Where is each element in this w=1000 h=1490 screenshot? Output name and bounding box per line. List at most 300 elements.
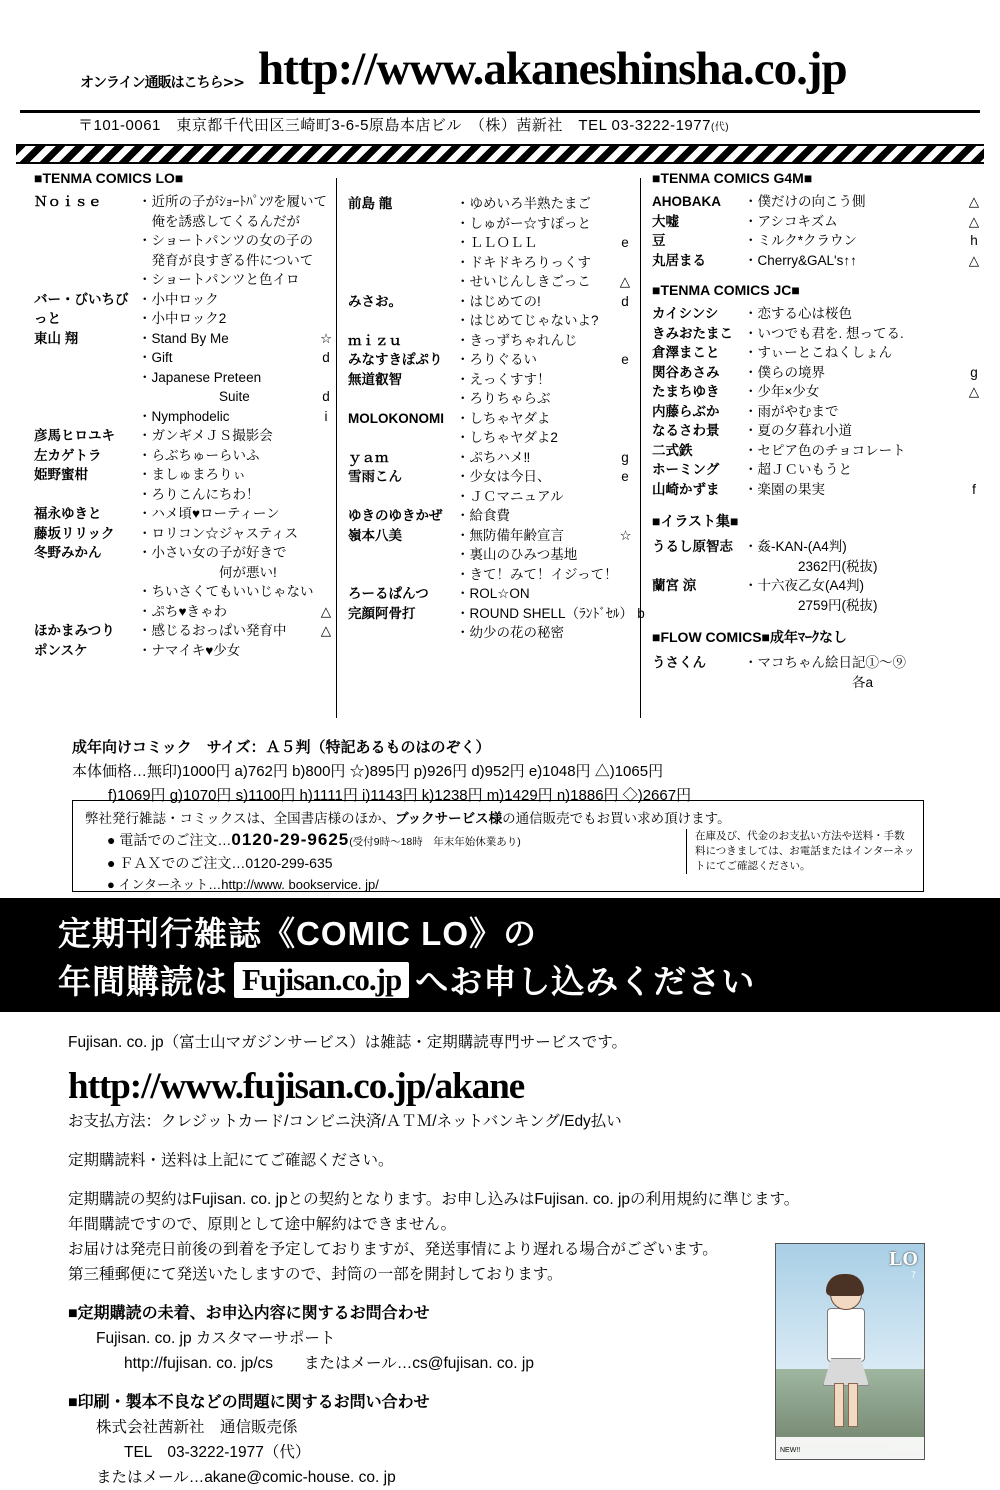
entry-price-code: d [621,293,629,309]
entry-title-text: ・楽園の果実 [744,481,825,497]
contract-note-1: 定期購読の契約はFujisan. co. jpとの契約となります。お申し込みはFujisan. co. jpの利用規約に準じます。 [68,1191,800,1208]
entry-price-code [966,537,982,557]
entry-title-row [138,387,334,407]
entry-price-code: △ [320,623,332,638]
entry-titles [138,621,334,641]
listing-entry [34,329,334,427]
company-address [78,114,729,135]
entry-title-text: ・夏の夕暮れ小道 [744,423,852,438]
entry-title-text: 各a [744,674,874,690]
entry-title-row [138,621,334,641]
entry-title-text: ・ぷちハメ‼ [456,449,531,465]
entry-title-text: 発育が良すぎる件について [138,252,314,268]
listing-entry [348,467,633,506]
fujisan-url[interactable]: http://www.fujisan.co.jp/akane [68,1066,525,1107]
entry-titles [138,504,334,524]
entry-title-text: ・Stand By Me [138,330,229,346]
entry-title-text: ・ＬＬＯＬＬ [456,235,537,250]
entry-title-row [456,389,633,409]
entry-title-row [744,382,982,402]
entry-title-row [456,233,633,253]
entry-titles [138,329,334,427]
entry-title-row [138,348,334,368]
shipping-note: 定期購読料・送料は上記にてご確認ください。 [68,1152,394,1169]
entry-price-code: e [621,469,629,484]
entry-titles [456,292,633,331]
entry-title-text: ・しちゃヤダよ2 [456,430,558,445]
entry-price-code [617,370,633,390]
company-url[interactable]: http://www.akaneshinsha.co.jp [258,43,847,95]
entry-title-text: ・僕だけの向こう側 [744,194,866,209]
entry-title-row [744,192,982,212]
price-line-2: 本体価格…無印)1000円 a)762円 b)800円 ☆)895円 p)926円 d)952円 e)1048円 △)1065円 [72,763,664,780]
order-internet-row[interactable]: ● インターネット…http://www. bookservice. jp/ [107,877,379,892]
contract-note-2: 年間購読ですので、原則として途中解約はできません。 [68,1216,457,1233]
entry-titles [744,343,982,363]
entry-title-text: ・ハメ頃♥ローティーン [138,506,280,521]
entry-price-code: f [972,481,976,497]
entry-price-code [966,421,982,441]
entry-title-row [138,251,343,271]
entry-title-text: ・しゅがー☆すぽっと [456,215,591,231]
entry-title-row [138,270,343,290]
entry-titles [456,526,634,585]
listing-entry [34,446,334,466]
listing-entry [652,304,982,324]
entry-price-code: i [324,408,328,424]
entry-titles [138,465,334,504]
entry-title-text: ・せいじんしきごっこ [456,274,591,289]
entry-author: 嶺本八美 [348,527,402,543]
entry-title-text: ・きて！みて！イジって！ [456,566,618,582]
entry-price-code: d [322,350,330,365]
listing-entry [348,506,633,526]
listing-column-1 [34,170,334,660]
entry-author: Ｎｏｉｓｅ [34,194,102,209]
entry-title-row [456,487,633,507]
entry-price-code [318,290,334,310]
listing-entry [348,584,633,604]
entry-price-code: e [621,235,629,250]
listing-entry [348,409,633,448]
entry-title-row [456,428,633,448]
listing-entry [652,192,982,212]
entry-author: 彦馬ヒロユキ [34,428,115,443]
entry-author: 蘭宮 涼 [652,578,697,593]
entry-title-row [744,537,982,557]
entry-author: うさくん [652,655,706,670]
listing-entry [652,402,982,422]
entry-price-code [966,673,982,693]
entry-title-row [456,272,633,292]
entry-titles [744,382,982,402]
entry-author: ホーミング [652,462,720,477]
entry-title-text: ・無防備年齢宣言 [456,527,564,543]
entry-title-text: ・ましゅまろりぃ [138,467,246,482]
entry-title-row [744,212,982,232]
entry-author: ｙａｍ [348,449,389,465]
entry-titles [456,467,633,506]
entry-price-code: △ [320,603,332,619]
entry-title-row [744,441,982,461]
entry-author: 冬野みかん [34,545,102,560]
entry-author: ｍｉｚｕ [348,332,402,348]
price-line-1: 成年向けコミック サイズ：Ａ５判（特記あるものはのぞく） [72,739,491,756]
listing-entry [348,604,645,643]
entry-price-code [327,251,343,271]
banner-line-2 [58,956,755,1003]
entry-author: ほかまみつり [34,623,115,638]
order-intro-post: の通信販売でもお買い求め頂けます。 [502,811,731,826]
entry-title-text: 2362円(税抜) [744,558,878,574]
entry-author: 前島 龍 [348,196,393,211]
column-2-spacer [348,170,633,194]
listing-entry [34,290,334,329]
entry-titles [744,441,982,461]
entry-author: 無道叡智 [348,371,402,387]
entry-titles [456,506,633,526]
entry-title-row [744,557,982,577]
entry-title-text: ・恋する心は桜色 [744,306,852,321]
entry-title-text: ・Cherry&GAL's↑↑ [744,252,857,268]
entry-price-code: g [621,449,629,465]
cover-issue-number: 7 [910,1270,916,1280]
entry-author: 藤坂リリック [34,525,115,541]
entry-price-code [318,309,334,329]
entry-price-code [617,389,633,409]
header-divider [20,110,980,113]
entry-title-row [138,446,334,466]
section-heading: ■TENMA COMICS G4M■ [652,170,813,186]
entry-price-code [318,465,334,485]
entry-titles [138,192,343,290]
entry-title-row [138,524,334,544]
inquiry-2-line-1: 株式会社茜新社 通信販売係 [96,1419,298,1436]
entry-title-text: ・Japanese Preteen [138,369,262,385]
entry-title-text: ・ろりぐるい [456,352,537,367]
entry-title-text: ・ショートパンツと色イロ [138,272,300,287]
entry-price-code: g [970,364,978,380]
listing-entry [34,621,334,641]
entry-author: 内藤らぶか [652,403,720,419]
entry-title-text: ・給食費 [456,508,510,523]
entry-title-text: ・裏山のひみつ基地 [456,547,578,562]
entry-title-row [138,368,334,388]
inquiry-1-line-2[interactable]: http://fujisan. co. jp/cs またはメール…cs@fujisan. co. jp [124,1355,534,1372]
entry-author: ポンスケ [34,642,88,658]
entry-title-text: ・超ＪＣいもうと [744,462,852,477]
entry-title-text: ・近所の子がｼｮｰﾄﾊﾟﾝﾂを履いて [138,194,327,209]
entry-price-code [633,623,649,643]
entry-titles [744,576,982,615]
entry-title-row [138,465,334,485]
entry-titles [138,543,334,621]
entry-titles [744,212,982,232]
order-fax-row: ● ＦＡＸでのご注文…0120-299-635 [107,855,333,871]
entry-title-text: ・感じるおっぱい発育中 [138,623,287,638]
decorative-zigzag-band [16,144,984,164]
entry-titles [456,409,633,448]
entry-author: 山崎かずま [652,481,720,497]
entry-title-row [744,596,982,616]
entry-title-text: ・少年×少女 [744,384,820,399]
listing-entry [652,231,982,251]
entry-author: 雪雨こん [348,469,402,484]
entry-title-text: ・ミルク*クラウン [744,233,857,248]
entry-title-row [456,214,633,234]
listing-column-2 [348,170,645,643]
entry-price-code [617,194,633,214]
entry-price-code [617,311,633,331]
cover-character-hair [826,1274,864,1296]
entry-title-row [744,402,982,422]
listing-entry [34,641,334,661]
entry-title-row [456,604,649,624]
inquiry-heading-2: ■印刷・製本不良などの問題に関するお問い合わせ [68,1394,430,1411]
entry-price-code [327,192,343,212]
entry-title-row [744,480,982,500]
entry-title-row [456,331,633,351]
entry-title-text: ・少女は今日、 [456,469,551,484]
entry-title-row [456,545,634,565]
listing-entry [34,504,334,524]
entry-title-row [744,324,982,344]
entry-author: 丸居まる [652,252,706,268]
entry-author: AHOBAKA [652,194,721,209]
online-shop-label: オンライン通販はこちら>> [80,75,245,91]
entry-price-code [617,214,633,234]
entry-title-text: ・はじめての! [456,293,541,309]
entry-price-code [617,409,633,429]
listing-entry [34,524,334,544]
entry-title-text: ・雨がやむまで [744,403,839,419]
entry-title-text: ・セピア色のチョコレート [744,442,906,458]
entry-title-text: ・ぷち♥きゃわ [138,603,228,619]
entry-title-text: ・きっずちゃれんじ [456,332,578,348]
entry-title-text: ・ショートパンツの女の子の [138,233,313,248]
entry-price-code [318,543,334,563]
entry-price-code [966,576,982,596]
section-heading: ■イラスト集■ [652,513,739,529]
listing-entry [348,370,633,409]
listing-entry [652,343,982,363]
listing-entry [652,460,982,480]
entry-price-code: △ [968,252,980,268]
order-phone-hours: (受付9時〜18時 年末年始休業あり) [349,836,521,848]
entry-author: たまちゆき [652,384,720,399]
order-phone-number: 0120-29-9625 [231,830,350,849]
entry-price-code [618,565,634,585]
listing-column-3 [652,170,982,692]
entry-title-text: 何が悪い! [138,564,277,580]
entry-price-code: h [970,233,978,248]
entry-price-code: ☆ [319,330,333,346]
order-info-box [72,800,924,892]
inquiry-2-line-3[interactable]: またはメール…akane@comic-house. co. jp [96,1469,396,1486]
entry-titles [744,537,982,576]
entry-title-text: ・Nymphodelic [138,408,230,424]
entry-titles [744,324,982,344]
entry-title-text: ・ナマイキ♥少女 [138,642,241,658]
listing-entry [652,441,982,461]
entry-title-text: ・僕らの境界 [744,364,825,380]
listing-entry [348,350,633,370]
entry-price-code [966,596,982,616]
entry-title-row [138,309,334,329]
entry-price-code [617,331,633,351]
order-intro-bold: ブックサービス様 [395,811,503,826]
entry-title-row [744,304,982,324]
entry-title-row [456,292,633,312]
entry-price-code [318,446,334,466]
entry-title-text: ・姦-KAN-(A4判) [744,539,847,554]
cover-character-leg-right [848,1383,858,1427]
entry-title-row [138,212,343,232]
entry-title-row [138,485,334,505]
listing-entry [652,576,982,615]
entry-title-row [456,565,634,585]
entry-author: なるさわ景 [652,423,720,438]
magazine-cover-thumbnail [775,1243,925,1460]
listing-entry [652,212,982,232]
entry-titles [744,402,982,422]
entry-titles [744,363,982,383]
entry-title-row [138,504,334,524]
entry-title-row [456,370,633,390]
entry-title-row [456,623,649,643]
entry-price-code [966,653,982,673]
inquiry-2-line-2: TEL 03-3222-1977（代） [124,1444,311,1461]
entry-title-text: ・いつでも君を. 想ってる. [744,325,904,341]
entry-price-code: △ [619,274,631,289]
entry-titles [456,350,633,370]
entry-titles [744,251,982,271]
entry-title-text: ・小さい女の子が好きで [138,545,287,560]
entry-price-code [617,253,633,273]
listing-entry [652,382,982,402]
cover-character-leg-left [834,1383,844,1427]
entry-title-text: ・ロリコン☆ジャスティス [138,525,299,541]
entry-author: バー・びいちびっと [34,291,129,326]
entry-title-row [456,467,633,487]
entry-price-code [617,487,633,507]
entry-title-text: ・ろりこんにちわ！ [138,486,260,502]
entry-title-row [138,231,343,251]
subscription-banner [0,898,1000,1012]
entry-title-row [744,343,982,363]
entry-title-row [456,194,633,214]
entry-author: みさお。 [348,293,402,309]
entry-author: みなすきぽぷり [348,352,443,367]
inquiry-1-line-1: Fujisan. co. jp カスタマーサポート [96,1330,336,1347]
banner-line2-post: へお申し込みください [415,963,756,1000]
entry-title-text: ・ドキドキろりっくす [456,254,591,270]
entry-price-code [327,270,343,290]
cover-band-text: NEW!! [780,1447,801,1454]
entry-title-row [138,563,334,583]
listing-entry [348,448,633,468]
entry-title-row [744,421,982,441]
entry-titles [138,641,334,661]
entry-title-row [456,409,633,429]
order-intro [85,807,731,827]
entry-title-row [744,460,982,480]
entry-price-code [617,506,633,526]
entry-author: ろーるぱんつ [348,586,429,601]
entry-author: 東山 翔 [34,330,79,346]
listing-entry [652,653,982,692]
entry-titles [744,231,982,251]
entry-title-text: ・ちいさくてもいいじゃない [138,584,314,599]
entry-title-row [138,329,334,349]
entry-title-text: ・アシコキズム [744,213,838,229]
entry-titles [744,460,982,480]
entry-titles [456,370,633,409]
entry-author: 豆 [652,233,666,248]
cover-logo: LO [889,1248,918,1270]
entry-title-text: ・すぃーとこねくしょん [744,345,893,360]
listing-entry [348,292,633,331]
entry-title-text: 俺を誘惑してくるんだが [138,213,300,229]
entry-title-text: 2759円(税抜) [744,597,878,613]
entry-title-row [138,641,334,661]
section-heading: ■FLOW COMICS■成年ﾏｰｸなし [652,629,848,645]
entry-price-code [318,641,334,661]
entry-price-code: b [637,605,645,621]
entry-titles [744,480,982,500]
fujisan-intro: Fujisan. co. jp（富士山マガジンサービス）は雑誌・定期購読専門サービスです。 [68,1034,628,1051]
entry-author: 完顔阿骨打 [348,605,416,621]
entry-title-text: ・ＪＣマニュアル [456,488,564,504]
listing-entry [652,537,982,576]
entry-title-text: ・えっくすす！ [456,371,551,387]
entry-author: 二式鉄 [652,442,693,458]
order-phone-label: ● 電話でのご注文… [107,832,232,848]
listing-entry [34,543,334,621]
entry-price-code [966,304,982,324]
entry-title-text: ・幼少の花の秘密 [456,625,564,640]
entry-author: きみおたまこ [652,325,733,341]
entry-title-text: ・ガンギメＪＳ撮影会 [138,428,273,443]
entry-price-code: △ [968,194,980,209]
entry-price-code [318,582,334,602]
listing-entry [348,331,633,351]
entry-title-row [456,526,634,546]
page-header [0,0,1000,140]
entry-price-code [617,584,633,604]
contract-note-3: お届けは発売日前後の到着を予定しておりますが、発送事情により遅れる場合がございます。 [68,1241,718,1258]
entry-price-code [966,441,982,461]
entry-titles [138,524,334,544]
entry-price-code: ☆ [619,527,632,543]
cover-bottom-band [776,1437,924,1459]
entry-author: うるし原智志 [652,539,733,554]
entry-price-code [966,557,982,577]
entry-titles [744,421,982,441]
entry-title-row [138,407,334,427]
entry-titles [456,331,633,351]
entry-price-code [318,563,334,583]
section-heading-lo: ■TENMA COMICS LO■ [34,170,184,186]
entry-title-text: ・マコちゃん絵日記①〜⑨ [744,655,906,670]
entry-title-row [138,426,334,446]
entry-title-row [456,253,633,273]
entry-titles [456,448,633,468]
entry-price-code [318,504,334,524]
entry-price-code [966,460,982,480]
entry-price-code: △ [968,213,980,229]
banner-line2-pre: 年間購読は [58,963,228,1000]
